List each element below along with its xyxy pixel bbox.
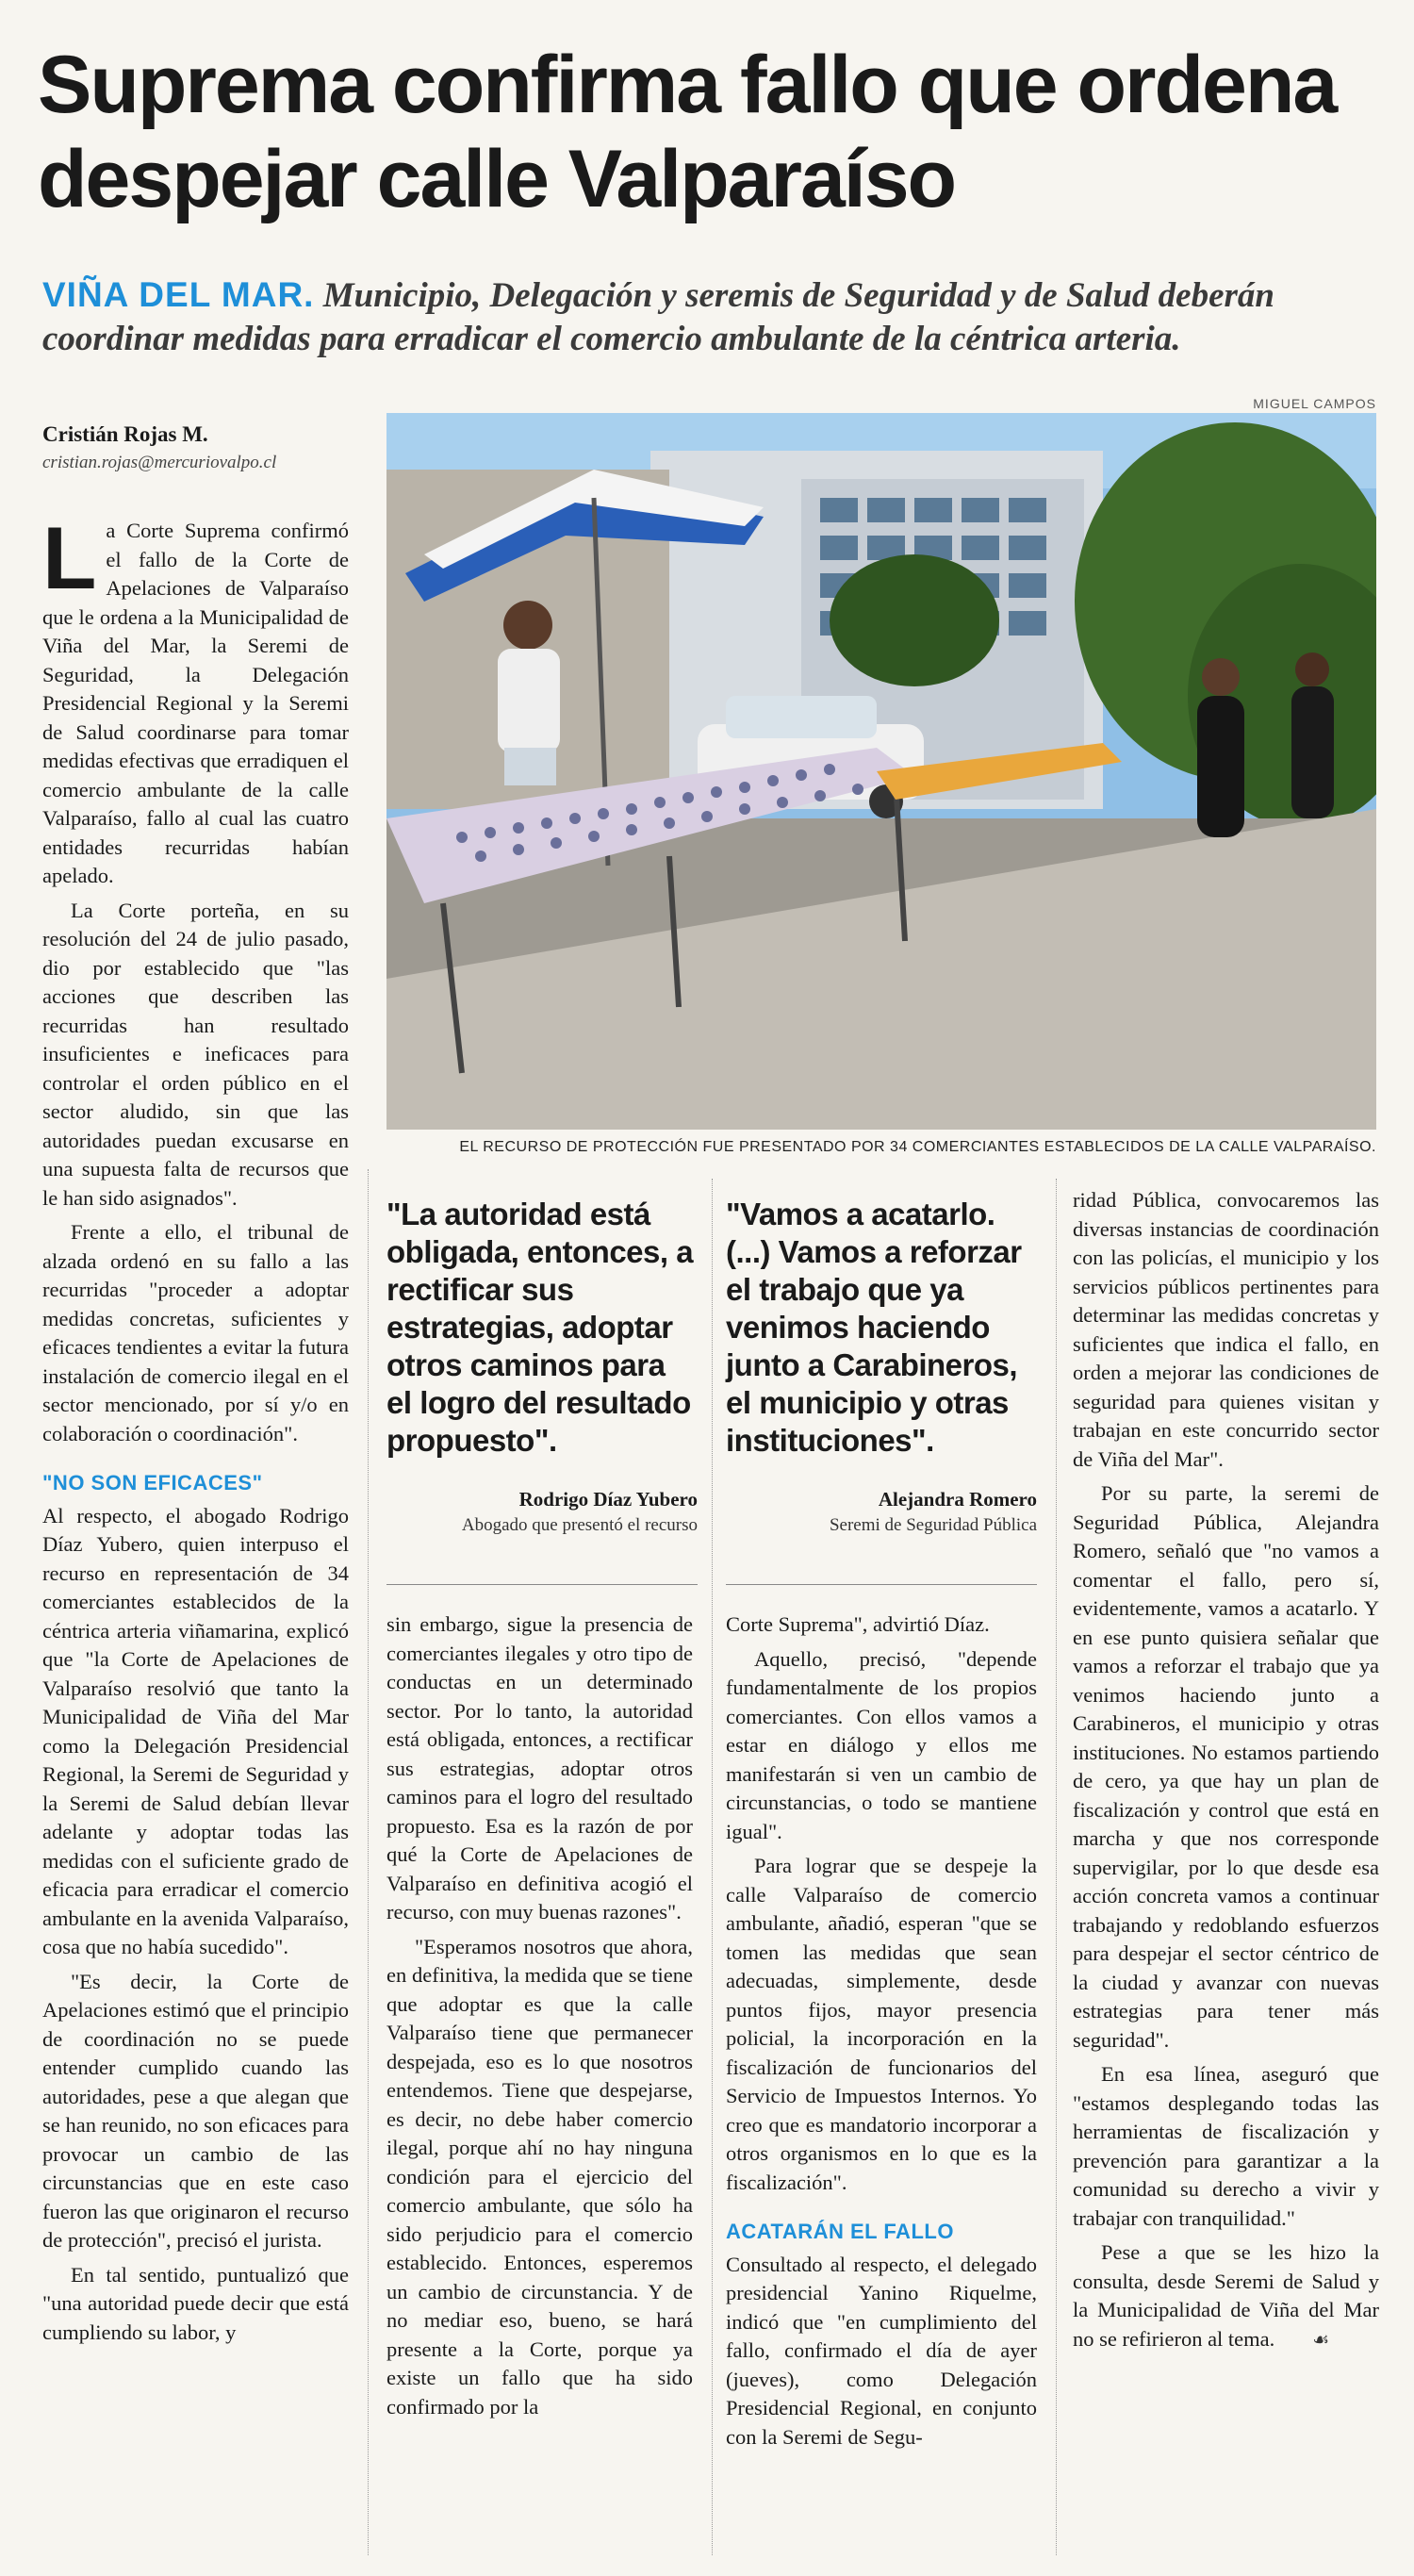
paragraph: Consultado al respecto, el delegado presidencial Yanino Riquelme, indicó que "en cumplimiento del fallo, confirmado el día de ayer (jueves), como Delegación Presidencial Regional, en conjunto con la Seremi de Segu- bbox=[726, 2252, 1037, 2449]
pull-quote-2: "Vamos a acatarlo. (...) Vamos a reforzar el trabajo que ya venimos haciendo junto a Carabineros, el municipio y otras instituciones". bbox=[726, 1197, 1022, 1458]
paragraph: La Corte porteña, en su resolución del 24 de julio pasado, dio por establecido que "las acciones que describen las recurridas han resultado insuficientes e ineficaces para controlar el orden público en el sector aludido, sin que las autoridades puedan excusarse en una supuesta falta de recursos que le han sido asignados". bbox=[42, 898, 349, 1210]
author-email[interactable]: cristian.rojas@mercuriovalpo.cl bbox=[42, 453, 277, 472]
subhead: "NO SON EFICACES" bbox=[42, 1471, 263, 1494]
headline: Suprema confirma fallo que ordena despejar calle Valparaíso bbox=[38, 40, 1337, 224]
closing-paragraph bbox=[1073, 2238, 1379, 2354]
column-divider bbox=[1056, 1179, 1057, 2555]
paragraph: "Esperamos nosotros que ahora, en definitiva, la medida que se tiene que adoptar es que la calle Valparaíso tiene que permanecer despejada, eso es lo que nosotros entendemos. Tiene que despejarse, es decir, no debe haber comercio ilegal, porque ahí no hay ninguna condición para el ejercicio del comercio ambulante, que sólo ha sido perjudicio para el comercio establecido. Entonces, esperemos un cambio de circunstancia. Y de no mediar eso, bueno, se hará presente a la Corte, porque ya existe un fallo que ha sido confirmado por la bbox=[386, 1934, 693, 2419]
paragraph: Al respecto, el abogado Rodrigo Díaz Yubero, quien interpuso el recurso en representación de 34 comerciantes establecidos de la céntrica arteria viñamarina, explicó que "la Corte de Apelaciones de Valparaíso resolvió que tanto la Municipalidad de Viña del Mar como la Delegación Presidencial Regional, la Seremi de Seguridad y la Seremi de Salud debían llevar adelante y adoptar todas las medidas con el suficiente grado de eficacia para erradicar el comercio ambulante en la avenida Valparaíso, cosa que no había sucedido". bbox=[42, 1503, 349, 1958]
paragraph: ridad Pública, convocaremos las diversas instancias de coordinación con las policías, el municipio y los servicios públicos pertinentes para determinar las medidas concretas y suficientes que indica el fallo, en orden a mejorar las condiciones de seguridad para quienes visitan y trabajan en este concurrido sector de Viña del Mar". bbox=[1073, 1188, 1379, 1471]
street-vendor-photo bbox=[386, 413, 1376, 1130]
lead-paragraph bbox=[42, 508, 349, 891]
paragraph: Frente a ello, el tribunal de alzada ordenó en su fallo a las recurridas "proceder a adoptar medidas concretas, suficientes y eficaces tendientes a evitar la futura instalación de comercio ilegal en el sector mencionado, por sí y/o en colaboración o coordinación". bbox=[42, 1220, 349, 1445]
deck-kicker: VIÑA DEL MAR. bbox=[42, 275, 315, 314]
pull-quote-1: "La autoridad está obligada, entonces, a rectificar sus estrategias, adoptar otros caminos para el logro del resultado propuesto". bbox=[386, 1197, 694, 1458]
paragraph: Corte Suprema", advirtió Díaz. bbox=[726, 1612, 990, 1636]
end-mark-icon: ☙ bbox=[1312, 2329, 1330, 2351]
subhead: ACATARÁN EL FALLO bbox=[726, 2220, 954, 2243]
closing-text: Pese a que se les hizo la consulta, desde Seremi de Salud y la Municipalidad de Viña del Mar no se refirieron al tema. bbox=[1073, 2240, 1379, 2351]
drop-cap: L bbox=[42, 508, 97, 607]
paragraph: Por su parte, la seremi de Seguridad Pública, Alejandra Romero, señaló que "no vamos a comentar el fallo, pero sí, evidentemente, vamos a acatarlo. Y en ese punto quisiera señalar que vamos a reforzar el trabajo que ya venimos haciendo junto a Carabineros, el municipio y otras instituciones. No estamos partiendo de cero, ya que hay un plan de fiscalización y control que está en marcha y que nos corresponde supervigilar, por lo que desde esa acción concreta vamos a continuar trabajando y redoblando esfuerzos para despejar el sector céntrico de la ciudad y avanzar con nuevas estrategias para tener más seguridad". bbox=[1073, 1481, 1379, 2052]
quote-rule bbox=[386, 1584, 698, 1585]
pull-quote-2-attribution bbox=[726, 1488, 1037, 1536]
column-divider bbox=[368, 1169, 369, 2555]
column-2 bbox=[386, 1610, 693, 2427]
quote-author-role: Seremi de Seguridad Pública bbox=[829, 1515, 1037, 1535]
photo-credit: MIGUEL CAMPOS bbox=[1253, 396, 1376, 411]
author-name: Cristián Rojas M. bbox=[42, 422, 208, 446]
deck bbox=[42, 273, 1381, 361]
paragraph: "Es decir, la Corte de Apelaciones estimó que el principio de coordinación no se puede entender cumplido cuando las autoridades, pese a que alegan que se han reunido, no son eficaces para provocar un cambio de las circunstancias que en este caso fueron las que originaron el recurso de protección", precisó el jurista. bbox=[42, 1969, 349, 2252]
column-1 bbox=[42, 508, 349, 2353]
paragraph: sin embargo, sigue la presencia de comerciantes ilegales y otro tipo de conductas en un determinado sector. Por lo tanto, la autoridad está obligada, entonces, a rectificar sus estrategias, adoptar otros caminos para el logro del resultado propuesto. Esa es la razón de por qué la Corte de Apelaciones de Valparaíso en definitiva acogió el recurso, con muy buenas razones". bbox=[386, 1612, 693, 1924]
column-divider bbox=[712, 1179, 713, 2555]
quote-author-role: Abogado que presentó el recurso bbox=[461, 1515, 698, 1535]
paragraph: En esa línea, aseguró que "estamos desplegando todas las herramientas de fiscalización y prevención para garantizar a la comunidad su derecho a vivir y trabajar con tranquilidad." bbox=[1073, 2062, 1379, 2230]
quote-author: Rodrigo Díaz Yubero bbox=[518, 1488, 698, 1511]
paragraph: En tal sentido, puntualizó que "una autoridad puede decir que está cumpliendo su labor, y bbox=[42, 2262, 349, 2344]
byline bbox=[42, 422, 363, 473]
photo-caption: EL RECURSO DE PROTECCIÓN FUE PRESENTADO POR 34 COMERCIANTES ESTABLECIDOS DE LA CALLE VALPARAÍSO. bbox=[459, 1139, 1376, 1155]
lead-text: a Corte Suprema confirmó el fallo de la Corte de Apelaciones de Valparaíso que le ordena a la Municipalidad de Viña del Mar, la Seremi de Seguridad, la Delegación Presidencial Regional y la Seremi de Salud coordinarse para tomar medidas efectivas que erradiquen el comercio ambulante de la calle Valparaíso, fallo al cual las cuatro entidades recurridas habían apelado. bbox=[42, 519, 349, 887]
column-3 bbox=[726, 1610, 1037, 2457]
column-4 bbox=[1073, 1186, 1379, 2360]
paragraph: Para lograr que se despeje la calle Valparaíso de comercio ambulante, añadió, esperan "que se tomen las medidas que sean adecuadas, simplemente, desde puntos fijos, mayor presencia policial, la incorporación en la fiscalización de funcionarios del Servicio de Impuestos Internos. Yo creo que es mandatorio incorporar a otros organismos en lo que es la fiscalización". bbox=[726, 1854, 1037, 2194]
deck-text: Municipio, Delegación y seremis de Seguridad y de Salud deberán coordinar medidas para erradicar el comercio ambulante de la céntrica arteria. bbox=[42, 276, 1274, 358]
photo-illustration bbox=[386, 413, 1376, 1130]
quote-rule bbox=[726, 1584, 1037, 1585]
quote-author: Alejandra Romero bbox=[878, 1488, 1037, 1511]
paragraph: Aquello, precisó, "depende fundamentalmente de los propios comerciantes. Con ellos vamos a estar en diálogo y ellos me manifestarán si ven un cambio de circunstancias, o todo se mantiene igual". bbox=[726, 1646, 1037, 1843]
pull-quote-1-attribution bbox=[386, 1488, 698, 1536]
